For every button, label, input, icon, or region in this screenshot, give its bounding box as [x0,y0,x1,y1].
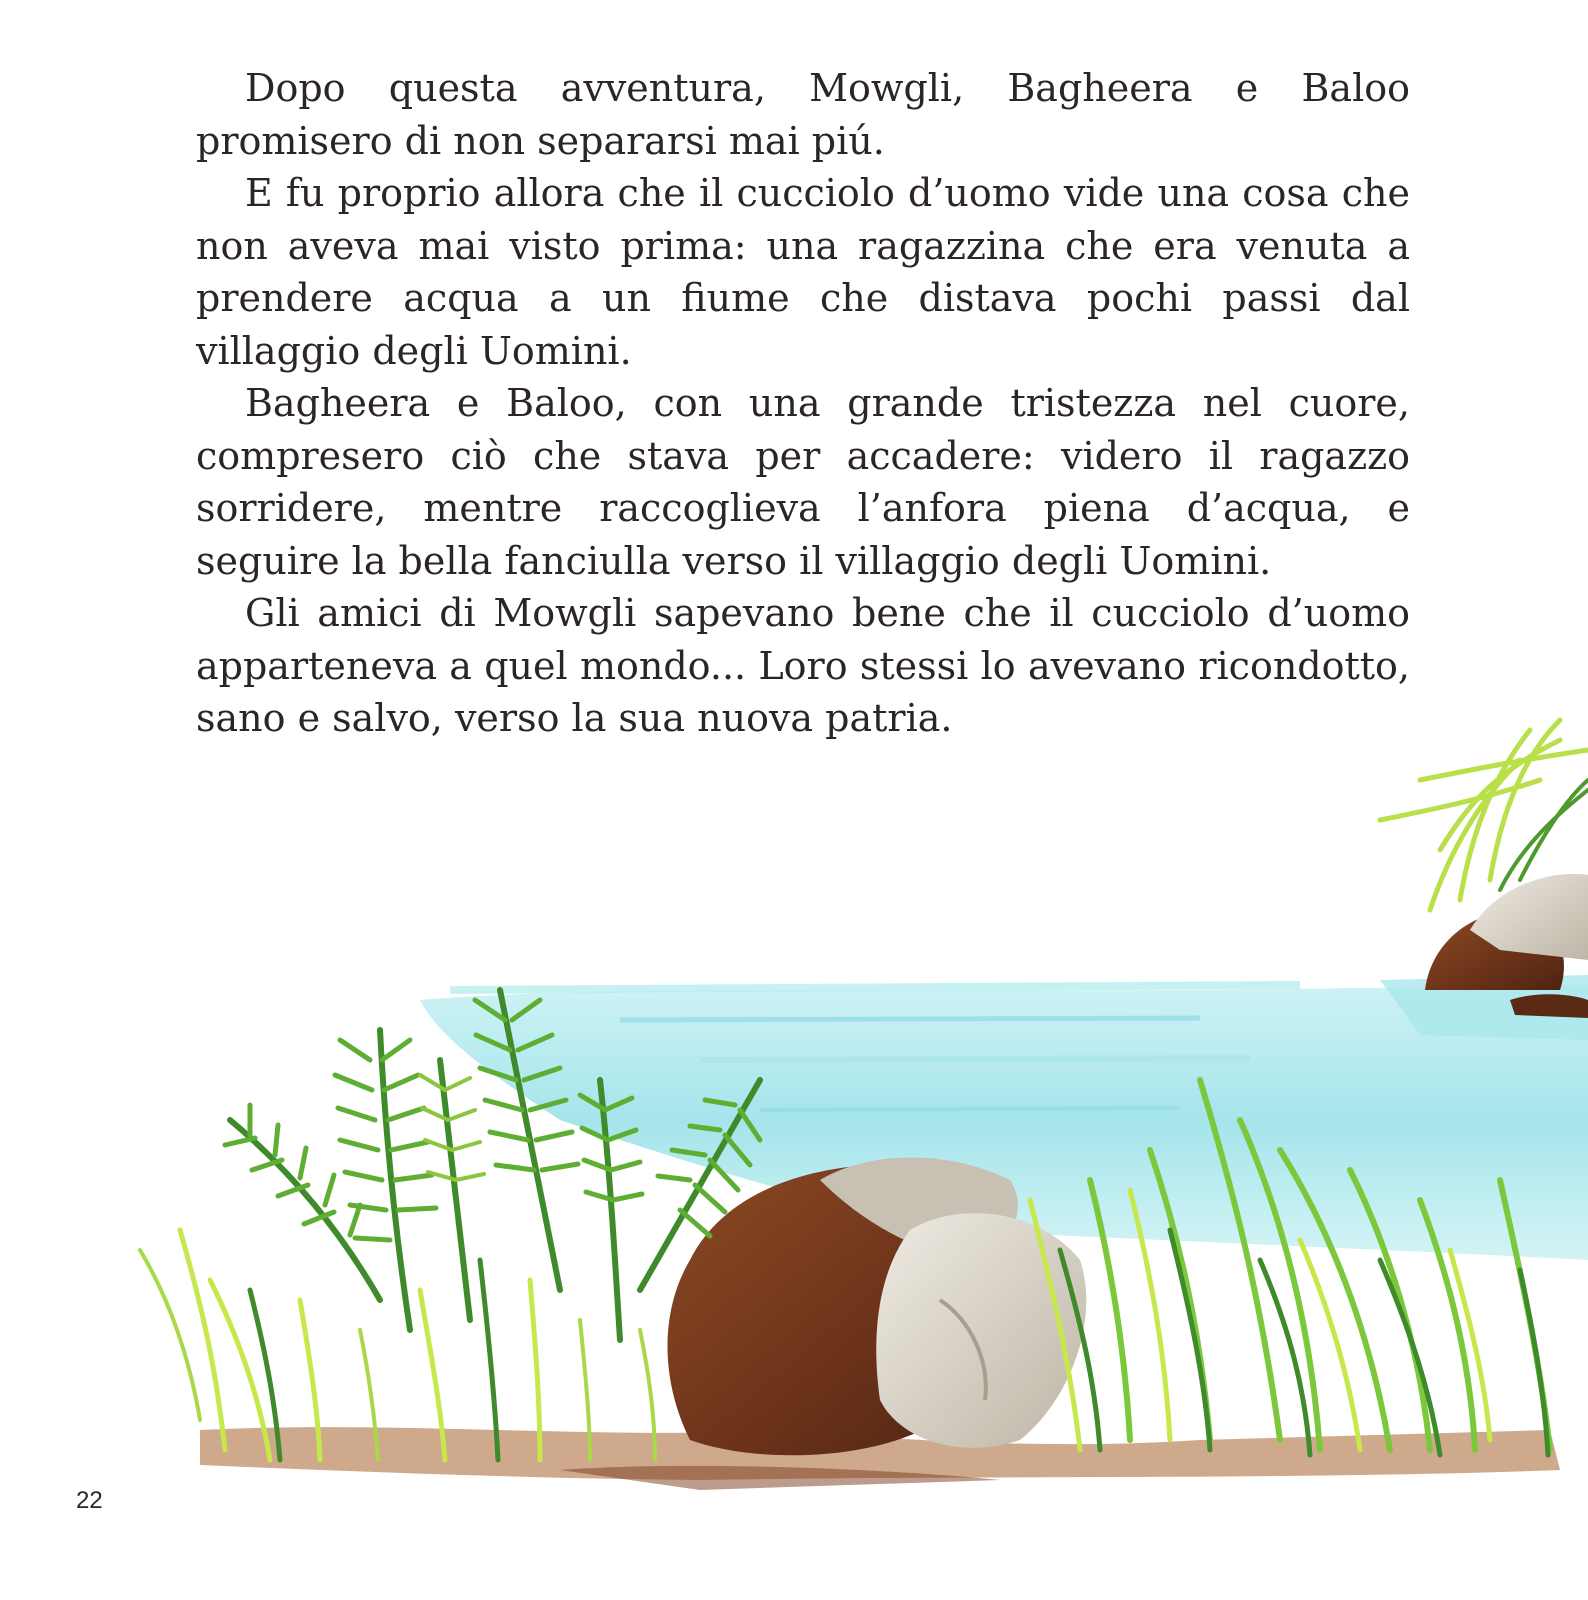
paragraph-1: Dopo questa avventura, Mowgli, Bagheera e Baloo promisero di non separarsi mai piú. [196,66,1410,163]
paragraph-2: E fu proprio allora che il cucciolo d’uomo vide una cosa che non aveva mai visto prima: una ragazzina che era venuta a prendere acqua a un fiume che distava pochi passi dal villaggio degli Uomini. [196,171,1410,373]
story-text [196,62,1410,745]
paragraph-4: Gli amici di Mowgli sapevano bene che il cucciolo d’uomo apparteneva a quel mondo... Loro stessi lo avevano ricondotto, sano e salvo, verso la sua nuova patria. [196,591,1410,740]
right-bank [1380,720,1588,1018]
page-number: 22 [76,1487,103,1514]
paragraph-3: Bagheera e Baloo, con una grande tristezza nel cuore, compresero ciò che stava per accadere: videro il ragazzo sorridere, mentre raccoglieva l’anfora piena d’acqua, e seguire la bella fanciulla verso il villaggio degli Uomini. [196,381,1410,583]
